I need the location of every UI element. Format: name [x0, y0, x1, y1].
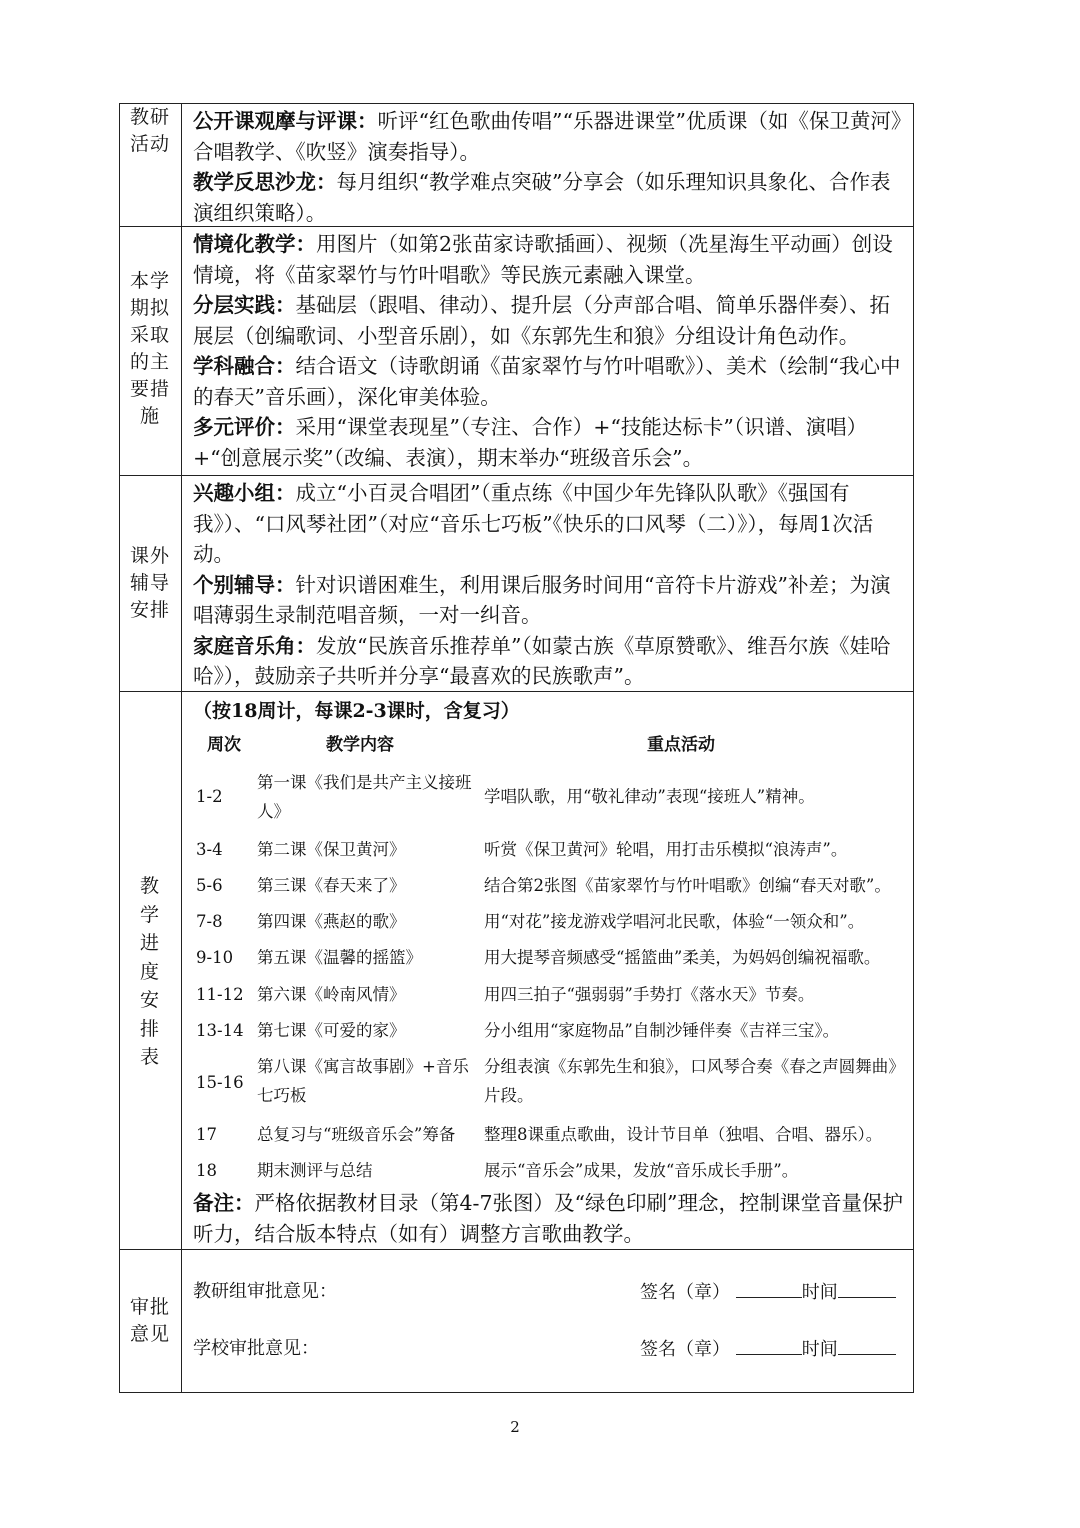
page-number: 2	[510, 1418, 520, 1436]
row-activity: 用大提琴音频感受“摇篮曲”柔美，为妈妈创编祝福歌。	[484, 948, 881, 967]
row-week: 13-14	[196, 1021, 244, 1040]
row-content: 第七课《可爱的家》	[257, 1021, 406, 1040]
column-divider	[181, 103, 182, 1392]
row-content: 第二课《保卫黄河》	[257, 840, 406, 859]
schedule-label: 教 学 进 度 安 排 表	[139, 875, 160, 1068]
measures-content	[193, 229, 909, 473]
schedule-row	[193, 768, 909, 826]
row-content: 第四课《燕赵的歌》	[257, 912, 406, 931]
measures-label: 本学 期拟 采取 的主 要措 施	[129, 270, 170, 427]
tutoring-label: 课外 辅导 安排	[129, 545, 170, 621]
row-week: 1-2	[196, 787, 223, 806]
time-label: 时间	[801, 1339, 838, 1360]
schedule-row	[193, 1052, 909, 1110]
approval-label: 审批 意见	[129, 1296, 170, 1345]
row-activity: 分小组用“家庭物品”自制沙锤伴奏《吉祥三宝》。	[484, 1021, 840, 1040]
activities-para: 教学反思沙龙：每月组织“教学难点突破”分享会（如乐理知识具象化、合作表演组织策略）。	[193, 170, 891, 225]
row-activity: 分组表演《东郭先生和狼》，口风琴合奏《春之声圆舞曲》片段。	[484, 1057, 905, 1105]
row-activity: 整理8课重点歌曲，设计节目单（独唱、合唱、器乐）。	[484, 1125, 883, 1144]
row-week: 15-16	[196, 1073, 244, 1092]
row-activity: 用“对花”接龙游戏学唱河北民歌，体验“一领众和”。	[484, 912, 865, 931]
activities-para: 公开课观摩与评课：听评“红色歌曲传唱”“乐器进课堂”优质课（如《保卫黄河》合唱教学、《吹竖》演奏指导）。	[193, 109, 902, 164]
time-label: 时间	[801, 1282, 838, 1303]
row-content: 第八课《寓言故事剧》+音乐七巧板	[257, 1057, 469, 1105]
schedule-note: 备注：严格依据教材目录（第4-7张图）及“绿色印刷”理念，控制课堂音量保护听力，结合版本特点（如有）调整方言歌曲教学。	[193, 1191, 903, 1246]
sign-label: 签名（章）	[640, 1339, 730, 1360]
measures-para: 学科融合：结合语文（诗歌朗诵《苗家翠竹与竹叶唱歌》）、美术（绘制“我心中的春天”音乐画），深化审美体验。	[193, 354, 901, 409]
row-content: 第五课《温馨的摇篮》	[257, 948, 422, 967]
header-content: 教学内容	[326, 735, 394, 755]
school-approval-text: 学校审批意见：	[193, 1338, 319, 1359]
measures-para: 分层实践：基础层（跟唱、律动）、提升层（分声部合唱、简单乐器伴奏）、拓展层（创编歌词、小型音乐剧），如《东郭先生和狼》分组设计角色动作。	[193, 293, 890, 348]
sign-label: 签名（章）	[640, 1282, 730, 1303]
measures-para: 多元评价：采用“课堂表现星”（专注、合作）+“技能达标卡”（识谱、演唱）+“创意展示奖”（改编、表演），期末举办“班级音乐会”。	[193, 415, 868, 470]
sign-blank[interactable]	[736, 1336, 802, 1355]
tutoring-para: 家庭音乐角：发放“民族音乐推荐单”（如蒙古族《草原赞歌》、维吾尔族《娃哈哈》），鼓励亲子共听并分享“最喜欢的民族歌声”。	[193, 633, 891, 688]
row-week: 11-12	[196, 985, 244, 1004]
row-content: 第三课《春天来了》	[257, 876, 406, 895]
row-activity: 用四三拍子“强弱弱”手势打《落水天》节奏。	[484, 985, 815, 1004]
header-activity: 重点活动	[647, 735, 715, 755]
row-week: 5-6	[196, 876, 223, 895]
tutoring-content	[193, 478, 909, 692]
row-activity: 听赏《保卫黄河》轮唱，用打击乐模拟“浪涛声”。	[484, 840, 848, 859]
school-signature-line	[640, 1336, 896, 1363]
group-signature-line	[640, 1279, 896, 1306]
row-week: 7-8	[196, 912, 223, 931]
tutoring-para: 个别辅导：针对识谱困难生，利用课后服务时间用“音符卡片游戏”补差；为演唱薄弱生录制范唱音频，一对一纠音。	[193, 572, 891, 627]
schedule-title: （按18周计，每课2-3课时，含复习）	[193, 700, 520, 722]
group-approval-text: 教研组审批意见：	[193, 1281, 337, 1302]
activities-content	[193, 106, 909, 228]
activities-label: 教研 活动	[129, 106, 170, 155]
tutoring-para: 兴趣小组：成立“小百灵合唱团”（重点练《中国少年先锋队队歌》《强国有我》）、“口风琴社团”（对应“音乐七巧板”《快乐的口风琴（二）》），每周1次活动。	[193, 481, 874, 566]
row-week: 9-10	[196, 948, 234, 967]
time-blank[interactable]	[838, 1279, 896, 1298]
row-content: 第六课《岭南风情》	[257, 985, 406, 1004]
measures-para: 情境化教学：用图片（如第2张苗家诗歌插画）、视频（冼星海生平动画）创设情境，将《苗家翠竹与竹叶唱歌》等民族元素融入课堂。	[193, 232, 893, 287]
row-week: 17	[196, 1125, 217, 1144]
row-content: 期末测评与总结	[257, 1161, 373, 1180]
row-week: 3-4	[196, 840, 223, 859]
row-activity: 学唱队歌，用“敬礼律动”表现“接班人”精神。	[484, 787, 815, 806]
sign-blank[interactable]	[736, 1279, 802, 1298]
row-divider	[119, 475, 913, 476]
time-blank[interactable]	[838, 1336, 896, 1355]
row-activity: 展示“音乐会”成果，发放“音乐成长手册”。	[484, 1161, 799, 1180]
row-divider	[119, 1249, 913, 1250]
row-week: 18	[196, 1161, 217, 1180]
header-week: 周次	[207, 735, 241, 755]
row-content: 总复习与“班级音乐会”筹备	[257, 1125, 456, 1144]
row-activity: 结合第2张图《苗家翠竹与竹叶唱歌》创编“春天对歌”。	[484, 876, 891, 895]
row-content: 第一课《我们是共产主义接班人》	[257, 773, 472, 821]
